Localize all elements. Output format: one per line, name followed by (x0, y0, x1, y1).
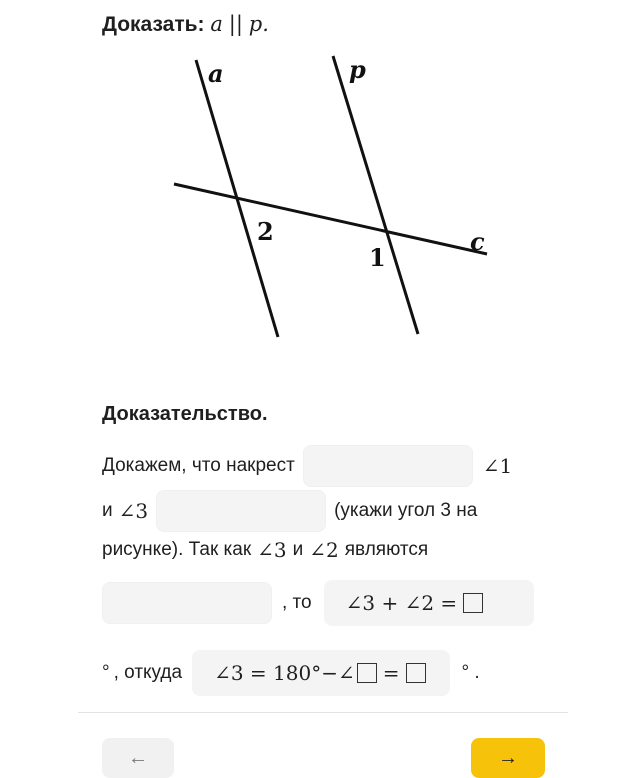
angle-2-ref: ∠2 (309, 538, 339, 562)
proof-line-4 (102, 580, 534, 626)
task-var-a: a (210, 12, 223, 36)
label-a: a (208, 59, 224, 88)
proof-title: Доказательство. (102, 403, 268, 425)
proof-line5-whence: , откуда (113, 662, 183, 683)
answer-blank-2[interactable] (156, 490, 326, 532)
label-angle-2: 2 (257, 217, 274, 246)
answer-blank-3[interactable] (102, 582, 272, 624)
formula-2-a: ∠3 = 180°−∠ (214, 661, 355, 685)
task-title (102, 12, 269, 37)
task-parallel-sign: || (228, 12, 243, 36)
formula-box-1[interactable] (324, 580, 534, 626)
proof-line3-text2: являются (344, 539, 429, 560)
back-button[interactable]: ← (102, 738, 174, 778)
formula-box-2[interactable] (192, 650, 449, 696)
proof-line5-degree: ° (102, 662, 110, 683)
proof-line5-end: ° . (461, 662, 480, 683)
answer-square-2[interactable] (357, 663, 377, 683)
proof-line2-and: и (102, 500, 113, 521)
answer-square-1[interactable] (463, 593, 483, 613)
proof-line4-then: , то (282, 592, 312, 613)
formula-2-b: = (382, 661, 400, 685)
proof-line3-text1: рисунке). Так как (102, 539, 252, 560)
footer-divider (78, 712, 568, 713)
proof-line3-and: и (292, 539, 304, 560)
line-c (174, 184, 487, 254)
angle-3-ref-2: ∠3 (257, 538, 287, 562)
proof-line-3 (102, 538, 428, 562)
geometry-figure (160, 50, 500, 350)
angle-3-ref: ∠3 (118, 499, 149, 523)
label-angle-1: 1 (369, 243, 386, 272)
formula-1-left: ∠3 + ∠2 = (345, 591, 458, 615)
proof-line-1 (102, 445, 512, 487)
angle-1-ref: ∠1 (482, 454, 513, 478)
answer-square-3[interactable] (406, 663, 426, 683)
task-var-p: p. (248, 12, 269, 36)
label-c: c (470, 227, 485, 256)
answer-blank-1[interactable] (303, 445, 473, 487)
line-p (333, 56, 418, 334)
proof-line1-text: Докажем, что накрест (102, 455, 295, 476)
next-button[interactable]: → (471, 738, 545, 778)
proof-line-5 (102, 650, 480, 696)
label-p: p (349, 55, 366, 84)
proof-line-2 (102, 490, 477, 532)
task-label: Доказать: (102, 13, 205, 36)
proof-line2-hint: (укажи угол 3 на (334, 500, 478, 521)
